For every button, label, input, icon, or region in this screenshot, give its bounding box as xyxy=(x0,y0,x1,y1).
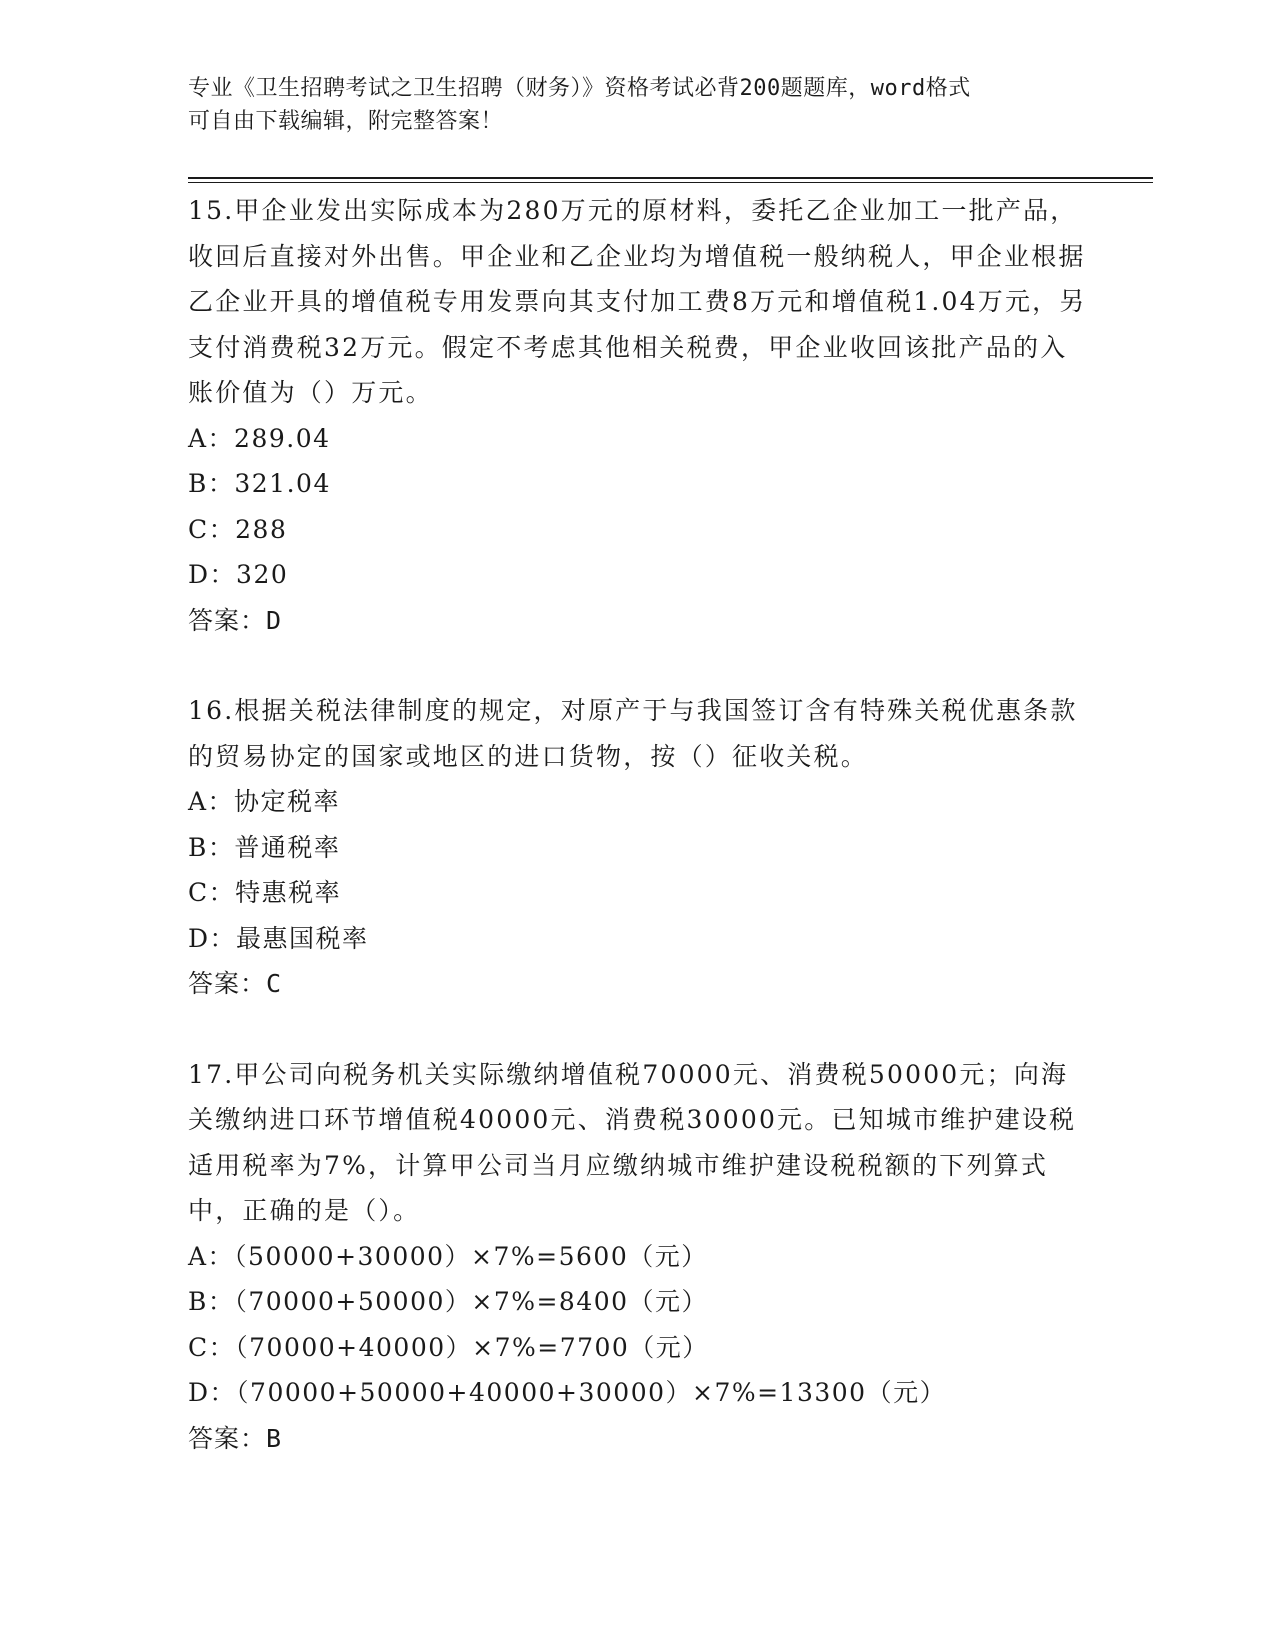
answer: 答案：B xyxy=(188,1423,283,1453)
option-a: A：289.04 xyxy=(188,423,331,453)
option-b: B：321.04 xyxy=(188,469,331,498)
question-17 xyxy=(188,1052,1088,1462)
option-a: A：（50000+30000）×7%=5600（元） xyxy=(188,1241,708,1271)
option-c: C：288 xyxy=(188,514,288,544)
question-text: 16.根据关税法律制度的规定，对原产于与我国签订含有特殊关税优惠条款的贸易协定的国家或地区的进口货物，按（）征收关税。 xyxy=(188,696,1078,771)
header-divider-thick xyxy=(188,177,1153,179)
question-text: 15.甲企业发出实际成本为280万元的原材料，委托乙企业加工一批产品，收回后直接对外出售。甲企业和乙企业均为增值税一般纳税人，甲企业根据乙企业开具的增值税专用发票向其支付加工费8万元和增值税1.04万元，另支付消费税32万元。假定不考虑其他相关税费，甲企业收回该批产品的入账价值为（）万元。 xyxy=(188,196,1087,407)
spacer xyxy=(188,1007,1088,1052)
header-line-2: 可自由下载编辑，附完整答案！ xyxy=(188,109,504,134)
option-c: C：（70000+40000）×7%=7700（元） xyxy=(188,1332,709,1362)
option-b: B：普通税率 xyxy=(188,832,341,862)
answer: 答案：C xyxy=(188,969,283,998)
option-a: A：协定税率 xyxy=(188,787,341,816)
option-d: D：最惠国税率 xyxy=(188,923,369,953)
spacer xyxy=(188,643,1088,688)
question-15 xyxy=(188,188,1088,643)
answer: 答案：D xyxy=(188,605,283,635)
question-text: 17.甲公司向税务机关实际缴纳增值税70000元、消费税50000元；向海关缴纳进口环节增值税40000元、消费税30000元。已知城市维护建设税适用税率为7%，计算甲公司当月应缴纳城市维护建设税税额的下列算式中，正确的是（）。 xyxy=(188,1059,1077,1225)
header-line-1: 专业《卫生招聘考试之卫生招聘（财务）》资格考试必背200题题库，word格式 xyxy=(188,76,971,101)
document-header xyxy=(188,72,1068,138)
header-divider-thin xyxy=(188,182,1153,183)
option-c: C：特惠税率 xyxy=(188,878,342,907)
question-list xyxy=(188,188,1088,1461)
option-d: D：320 xyxy=(188,560,289,589)
option-b: B：（70000+50000）×7%=8400（元） xyxy=(188,1287,709,1316)
question-16 xyxy=(188,688,1088,1007)
option-d: D：（70000+50000+40000+30000）×7%=13300（元） xyxy=(188,1378,947,1407)
